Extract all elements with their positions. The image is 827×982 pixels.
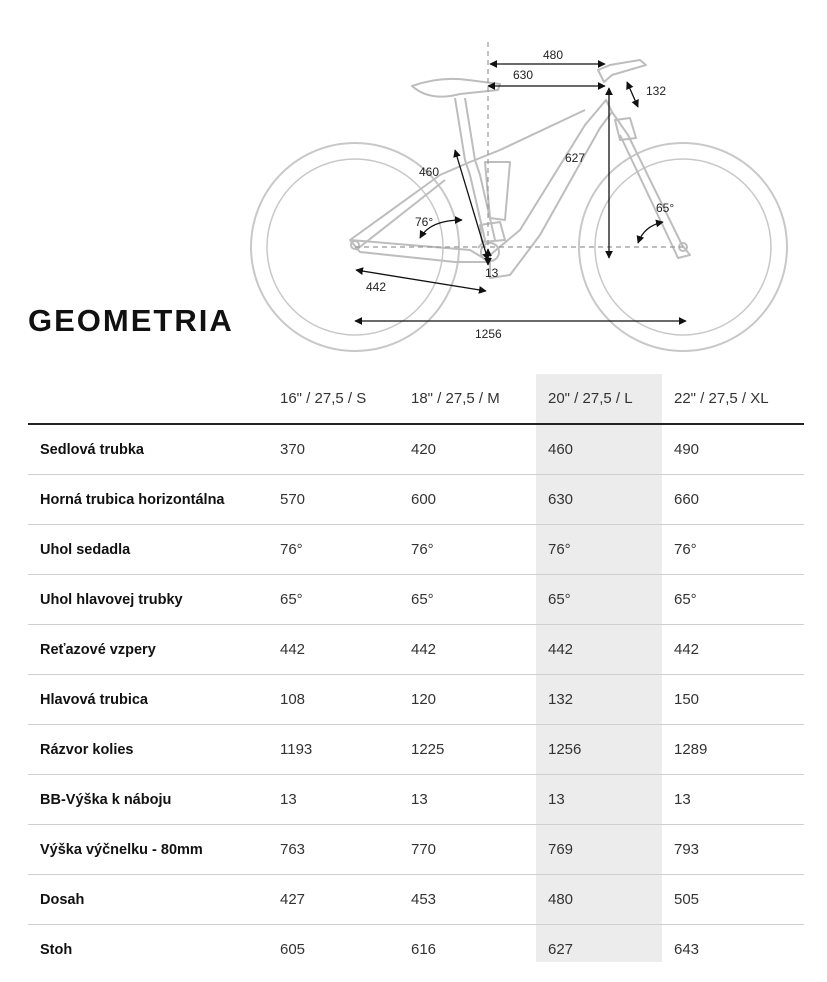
cell-size-xl: 660 — [674, 491, 700, 508]
cell-size-s: 370 — [280, 441, 306, 458]
cell-size-l: 13 — [548, 791, 565, 808]
cell-size-l: 627 — [548, 941, 574, 958]
cell-size-xl: 1289 — [674, 741, 708, 758]
row-label: BB-Výška k náboju — [40, 791, 172, 808]
bike-frame — [350, 60, 690, 278]
label-top-tube: 630 — [513, 68, 534, 82]
table-row — [28, 875, 804, 925]
label-seat-tube: 460 — [419, 165, 440, 179]
row-label: Stoh — [40, 941, 73, 958]
table-row — [28, 475, 804, 525]
cell-size-s: 1193 — [280, 741, 313, 758]
row-label: Výška výčnelku - 80mm — [40, 841, 203, 858]
cell-size-xl: 643 — [674, 941, 700, 958]
row-label: Horná trubica horizontálna — [40, 491, 225, 508]
label-reach: 480 — [543, 48, 564, 62]
table-header-row — [28, 374, 804, 425]
row-label: Hlavová trubica — [40, 691, 148, 708]
label-bb-drop: 13 — [485, 266, 499, 280]
dimension-arrows — [355, 64, 686, 321]
geometry-table — [28, 374, 804, 974]
cell-size-xl: 505 — [674, 891, 700, 908]
cell-size-l: 769 — [548, 841, 574, 858]
label-head-tube: 132 — [646, 84, 667, 98]
row-label: Uhol sedadla — [40, 541, 131, 558]
page-title: GEOMETRIA — [28, 303, 234, 338]
table-row — [28, 775, 804, 825]
cell-size-m: 600 — [411, 491, 437, 508]
cell-size-m: 453 — [411, 891, 437, 908]
cell-size-l: 480 — [548, 891, 574, 908]
cell-size-s: 605 — [280, 941, 306, 958]
table-row — [28, 825, 804, 875]
cell-size-l: 442 — [548, 641, 574, 658]
cell-size-m: 442 — [411, 641, 437, 658]
header-cell-size-s: 16" / 27,5 / S — [280, 390, 367, 407]
cell-size-m: 120 — [411, 691, 437, 708]
cell-size-m: 616 — [411, 941, 437, 958]
table-row — [28, 725, 804, 775]
cell-size-s: 427 — [280, 891, 306, 908]
header-cell-size-l: 20" / 27,5 / L — [548, 390, 633, 407]
cell-size-xl: 13 — [674, 791, 691, 808]
cell-size-l: 460 — [548, 441, 574, 458]
label-seat-angle: 76° — [415, 215, 434, 229]
cell-size-s: 13 — [280, 791, 297, 808]
table-row — [28, 675, 804, 725]
cell-size-xl: 76° — [674, 541, 697, 558]
cell-size-s: 442 — [280, 641, 306, 658]
cell-size-m: 1225 — [411, 741, 445, 758]
header-cell-size-xl: 22" / 27,5 / XL — [674, 390, 769, 407]
table-row — [28, 575, 804, 625]
cell-size-s: 763 — [280, 841, 306, 858]
label-stack: 627 — [565, 151, 586, 165]
header-cell-size-m: 18" / 27,5 / M — [411, 390, 500, 407]
row-label: Reťazové vzpery — [40, 641, 156, 658]
row-label: Uhol hlavovej trubky — [40, 591, 183, 608]
cell-size-xl: 150 — [674, 691, 700, 708]
cell-size-l: 76° — [548, 541, 571, 558]
cell-size-xl: 490 — [674, 441, 700, 458]
table-row — [28, 525, 804, 575]
cell-size-m: 65° — [411, 591, 434, 608]
cell-size-xl: 793 — [674, 841, 700, 858]
cell-size-s: 108 — [280, 691, 306, 708]
cell-size-l: 65° — [548, 591, 571, 608]
table-row — [28, 425, 804, 475]
cell-size-m: 76° — [411, 541, 434, 558]
cell-size-l: 132 — [548, 691, 574, 708]
label-chainstay: 442 — [366, 280, 387, 294]
table-row — [28, 925, 804, 974]
cell-size-xl: 442 — [674, 641, 700, 658]
table-row — [28, 625, 804, 675]
cell-size-m: 13 — [411, 791, 428, 808]
cell-size-s: 76° — [280, 541, 303, 558]
label-wheelbase: 1256 — [475, 327, 502, 341]
row-label: Sedlová trubka — [40, 441, 144, 458]
cell-size-s: 570 — [280, 491, 306, 508]
cell-size-l: 1256 — [548, 741, 582, 758]
label-head-angle: 65° — [656, 201, 675, 215]
cell-size-xl: 65° — [674, 591, 697, 608]
cell-size-s: 65° — [280, 591, 303, 608]
cell-size-m: 770 — [411, 841, 437, 858]
row-label: Dosah — [40, 891, 85, 908]
cell-size-l: 630 — [548, 491, 574, 508]
row-label: Rázvor kolies — [40, 741, 134, 758]
bike-geometry-diagram — [240, 40, 800, 360]
cell-size-m: 420 — [411, 441, 437, 458]
